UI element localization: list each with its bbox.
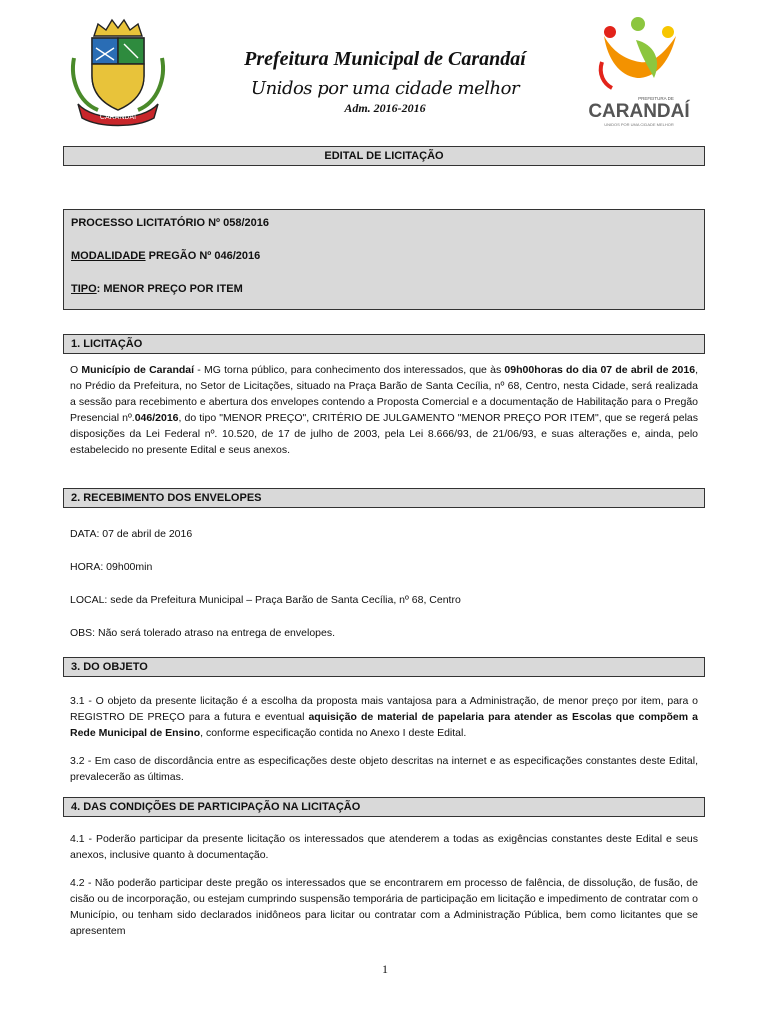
svg-text:CARANDAÍ: CARANDAÍ — [99, 114, 137, 121]
edital-title-box — [63, 146, 705, 166]
section-3-heading — [63, 657, 705, 677]
section-1-title: 1. LICITAÇÃO — [71, 338, 143, 350]
section-4-heading — [63, 797, 705, 817]
modality-line — [71, 248, 697, 264]
location-line: LOCAL: sede da Prefeitura Municipal – Praça Barão de Santa Cecília, nº 68, Centro — [70, 594, 461, 606]
section-4-title: 4. DAS CONDIÇÕES DE PARTICIPAÇÃO NA LICITAÇÃO — [71, 801, 361, 813]
municipal-crest-icon — [64, 18, 172, 130]
carandai-logo-icon — [584, 14, 694, 132]
header-title: Prefeitura Municipal de Carandaí — [244, 48, 526, 70]
svg-text:CARANDAÍ: CARANDAÍ — [588, 101, 690, 122]
header-administration: Adm. 2016-2016 — [344, 101, 426, 115]
time-line: HORA: 09h00min — [70, 561, 153, 573]
date-line: DATA: 07 de abril de 2016 — [70, 528, 193, 540]
modality-value: PREGÃO Nº 046/2016 — [145, 250, 261, 262]
type-label: TIPO — [71, 283, 97, 295]
edital-title: EDITAL DE LICITAÇÃO — [324, 150, 444, 162]
svg-text:UNIDOS POR UMA CIDADE MELHOR: UNIDOS POR UMA CIDADE MELHOR — [604, 122, 674, 127]
section-1-heading — [63, 334, 705, 354]
type-value: : MENOR PREÇO POR ITEM — [96, 283, 243, 295]
page-number: 1 — [382, 962, 388, 976]
process-number: PROCESSO LICITATÓRIO Nº 058/2016 — [71, 217, 269, 229]
observation-line: OBS: Não será tolerado atraso na entrega de envelopes. — [70, 627, 336, 639]
type-line — [71, 281, 697, 297]
section-2-heading — [63, 488, 705, 508]
page-header — [0, 0, 770, 140]
section-2-title: 2. RECEBIMENTO DOS ENVELOPES — [71, 492, 262, 504]
modality-label: MODALIDADE — [71, 250, 146, 262]
header-slogan: Unidos por uma cidade melhor — [250, 78, 520, 99]
section-1-paragraph: O Município de Carandaí - MG torna público, para conhecimento dos interessados, que às 09h00horas do dia 07 de abril de 2016, no Prédio da Prefeitura, no Setor de Licitações, situado na Praça Barão de Santa Cecília, nº 68, Centro, nesta Cidade, será realizada a sessão para recebimento e abertura dos envelopes contendo a Proposta Comercial e a documentação de Habilitação para o Pregão Presencial nº.046/2016, do tipo "MENOR PREÇO", CRITÉRIO DE JULGAMENTO "MENOR PREÇO POR ITEM", que se regerá pelas disposições da Lei Federal nº. 10.520, de 17 de julho de 2003, pela Lei 8.666/93, de 21/06/93, e suas alterações e, ainda, pelo estabelecido no presente Edital e seus anexos. — [70, 364, 698, 456]
item-3-2: 3.2 - Em caso de discordância entre as especificações deste objeto descritas na internet e as especificações constantes deste Edital, prevalecerão as últimas. — [70, 755, 698, 783]
item-4-1: 4.1 - Poderão participar da presente licitação os interessados que atenderem a todas as exigências constantes deste Edital e seus anexos, inclusive quanto à documentação. — [70, 833, 698, 861]
section-2-body — [70, 526, 698, 641]
section-3-title: 3. DO OBJETO — [71, 661, 148, 673]
item-3-1: 3.1 - O objeto da presente licitação é a escolha da proposta mais vantajosa para a Administração, de menor preço por item, para o REGISTRO DE PREÇO para a futura e eventual aquisição de material de papelaria para atender as Escolas que compõem a Rede Municipal de Ensino, conforme especificação contida no Anexo I deste Edital. — [70, 695, 698, 739]
svg-text:PREFEITURA DE: PREFEITURA DE — [638, 96, 674, 101]
item-4-2: 4.2 - Não poderão participar deste pregão os interessados que se encontrarem em processo de falência, de dissolução, de fusão, de cisão ou de incorporação, ou estejam cumprindo suspensão temporária de participação em licitação e impedimento de contratar com o Município, ou tenham sido declarados inidôneos para licitar ou contratar com a Administração Pública, bem como licitantes que se apresentem — [70, 877, 699, 937]
section-1-body — [70, 362, 698, 458]
process-info-box — [63, 209, 705, 310]
section-3-body — [70, 693, 698, 785]
section-4-body — [70, 831, 698, 939]
